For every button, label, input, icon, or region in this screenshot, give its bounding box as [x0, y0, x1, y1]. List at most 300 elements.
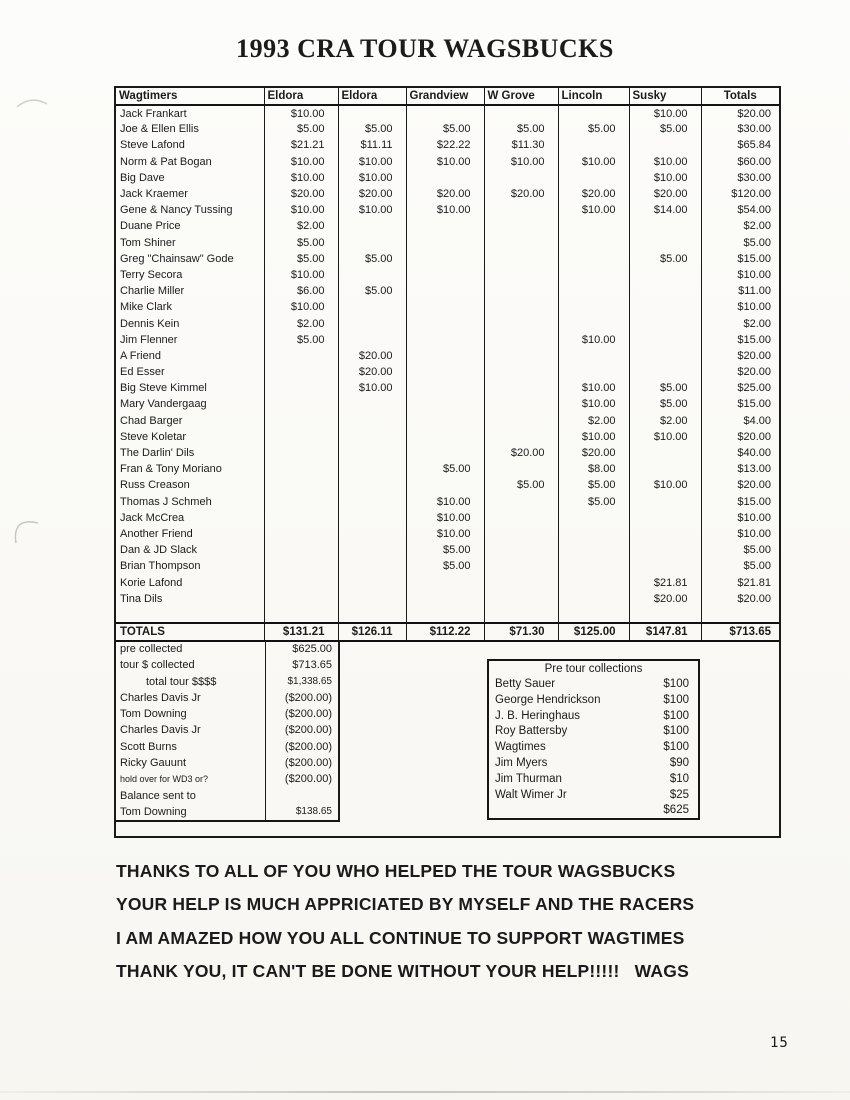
pre-tour-amount: $25: [669, 788, 689, 801]
total-cell: $2.00: [701, 315, 779, 331]
pre-tour-name: Betty Sauer: [495, 678, 556, 690]
totals-row: [116, 623, 779, 641]
wagtimer-name-cell: Jack McCrea: [120, 511, 185, 524]
venue-amount-cell: [558, 510, 629, 526]
venue-amount-cell: $10.00: [338, 380, 406, 396]
summary-value: $713.65: [266, 657, 340, 673]
venue-amount-cell: [558, 251, 629, 267]
venue-amount-cell: $5.00: [484, 477, 558, 493]
total-cell: $5.00: [701, 558, 779, 574]
venue-amount-cell: [406, 267, 484, 283]
spacer-cell: [701, 607, 779, 623]
venue-amount-cell: [264, 348, 338, 364]
summary-label: Charles Davis Jr: [116, 690, 266, 706]
venue-amount-cell: [558, 218, 629, 234]
summary-row: [116, 739, 340, 755]
summary-row: [116, 722, 340, 738]
spacer-cell: [264, 607, 338, 623]
venue-amount-cell: [338, 429, 406, 445]
venue-amount-cell: [264, 380, 338, 396]
table-row: [116, 267, 779, 283]
venue-amount-cell: $5.00: [338, 283, 406, 299]
total-cell: $40.00: [701, 445, 779, 461]
spacer-row: [116, 607, 779, 623]
venue-amount-cell: [338, 218, 406, 234]
venue-amount-cell: [558, 348, 629, 364]
venue-amount-cell: $11.30: [484, 137, 558, 153]
venue-amount-cell: $10.00: [406, 526, 484, 542]
wagtimer-name-cell: Big Steve Kimmel: [120, 382, 207, 395]
venue-amount-cell: $5.00: [338, 251, 406, 267]
settlement-summary-section: [116, 641, 340, 822]
venue-amount-cell: [629, 137, 701, 153]
venue-amount-cell: [484, 364, 558, 380]
table-row: [116, 137, 779, 153]
summary-value: ($200.00): [266, 755, 340, 771]
venue-amount-cell: $11.11: [338, 137, 406, 153]
venue-amount-cell: [338, 494, 406, 510]
venue-amount-cell: [264, 413, 338, 429]
venue-amount-cell: $20.00: [484, 186, 558, 202]
venue-amount-cell: [484, 429, 558, 445]
pre-tour-amount: $625: [663, 804, 689, 817]
venue-amount-cell: $6.00: [264, 283, 338, 299]
summary-value: ($200.00): [266, 722, 340, 738]
pre-tour-row: [489, 803, 698, 819]
column-header-w-grove-4: W Grove: [484, 88, 558, 105]
venue-amount-cell: [406, 477, 484, 493]
pre-tour-title: Pre tour collections: [544, 663, 643, 675]
wagtimer-name-cell: Steve Lafond: [120, 139, 185, 152]
summary-row: [116, 641, 340, 657]
total-cell: $10.00: [701, 510, 779, 526]
table-row: [116, 574, 779, 590]
venue-amount-cell: $5.00: [484, 121, 558, 137]
table-row: [116, 299, 779, 315]
total-cell: $4.00: [701, 413, 779, 429]
summary-label: Charles Davis Jr: [116, 722, 266, 738]
table-row: [116, 494, 779, 510]
venue-amount-cell: [484, 558, 558, 574]
total-cell: $5.00: [701, 542, 779, 558]
summary-value: ($200.00): [266, 706, 340, 722]
venue-amount-cell: [338, 591, 406, 607]
summary-value: ($200.00): [266, 739, 340, 755]
venue-amount-cell: [264, 477, 338, 493]
column-header-totals-7: Totals: [701, 88, 779, 105]
venue-amount-cell: [406, 413, 484, 429]
table-row: [116, 591, 779, 607]
venue-amount-cell: [629, 364, 701, 380]
spacer-cell: [484, 607, 558, 623]
pre-tour-amount: $100: [663, 678, 689, 690]
wagtimer-name-cell: Russ Creason: [120, 479, 190, 492]
wagtimer-name-cell: Greg "Chainsaw" Gode: [120, 252, 234, 265]
pre-tour-rows: [489, 677, 698, 819]
summary-label: Balance sent to: [116, 787, 266, 803]
wagtimer-name-cell: Jack Kraemer: [120, 188, 188, 201]
venue-amount-cell: $10.00: [629, 170, 701, 186]
column-header-wagtimers-0: Wagtimers: [116, 88, 264, 105]
venue-amount-cell: $5.00: [264, 235, 338, 251]
venue-amount-cell: $10.00: [264, 202, 338, 218]
wagtimer-name-cell: Fran & Tony Moriano: [120, 463, 222, 476]
total-cell: $10.00: [701, 267, 779, 283]
venue-amount-cell: $21.21: [264, 137, 338, 153]
venue-amount-cell: [406, 591, 484, 607]
venue-amount-cell: $5.00: [558, 121, 629, 137]
total-cell: $15.00: [701, 251, 779, 267]
venue-amount-cell: $10.00: [406, 510, 484, 526]
total-cell: $20.00: [701, 591, 779, 607]
venue-amount-cell: [629, 332, 701, 348]
pre-tour-row: [489, 724, 698, 740]
venue-amount-cell: $5.00: [629, 396, 701, 412]
venue-amount-cell: $20.00: [406, 186, 484, 202]
column-header-lincoln-5: Lincoln: [558, 88, 629, 105]
venue-amount-cell: [629, 315, 701, 331]
venue-amount-cell: [484, 315, 558, 331]
venue-amount-cell: $20.00: [629, 591, 701, 607]
venue-amount-cell: [338, 445, 406, 461]
wagtimer-name-cell: Korie Lafond: [120, 576, 183, 589]
wagtimer-name-cell: Thomas J Schmeh: [120, 495, 212, 508]
column-header-grandview-3: Grandview: [406, 88, 484, 105]
venue-amount-cell: [558, 283, 629, 299]
venue-amount-cell: [484, 526, 558, 542]
column-header-susky-6: Susky: [629, 88, 701, 105]
table-row: [116, 105, 779, 121]
table-row: [116, 445, 779, 461]
summary-value: [266, 787, 340, 803]
venue-amount-cell: [629, 526, 701, 542]
venue-amount-cell: [484, 283, 558, 299]
venue-amount-cell: [558, 315, 629, 331]
venue-amount-cell: [558, 558, 629, 574]
table-row: [116, 510, 779, 526]
total-cell: $15.00: [701, 332, 779, 348]
table-row: [116, 364, 779, 380]
spacer-cell: [338, 607, 406, 623]
venue-amount-cell: $2.00: [264, 315, 338, 331]
table-row: [116, 380, 779, 396]
total-cell: $30.00: [701, 121, 779, 137]
venue-amount-cell: [264, 494, 338, 510]
venue-amount-cell: $10.00: [558, 202, 629, 218]
table-row: [116, 477, 779, 493]
venue-amount-cell: [629, 494, 701, 510]
totals-amount-cell: $71.30: [484, 623, 558, 641]
pre-tour-name: Jim Thurman: [495, 772, 562, 785]
scan-edge-line: [0, 1091, 850, 1093]
venue-amount-cell: $5.00: [558, 494, 629, 510]
summary-label: Tom Downing: [116, 706, 266, 722]
venue-amount-cell: $10.00: [558, 429, 629, 445]
total-cell: $5.00: [701, 235, 779, 251]
totals-amount-cell: $126.11: [338, 623, 406, 641]
wagtimer-name-cell: Ed Esser: [120, 366, 165, 379]
pre-tour-row: [489, 693, 698, 709]
summary-row: [116, 771, 340, 787]
wagtimer-name-cell: Charlie Miller: [120, 285, 185, 298]
table-row: [116, 186, 779, 202]
venue-amount-cell: [484, 591, 558, 607]
wagtimer-name-cell: Joe & Ellen Ellis: [120, 123, 199, 136]
venue-amount-cell: [338, 526, 406, 542]
total-cell: $25.00: [701, 380, 779, 396]
spacer-cell: [629, 607, 701, 623]
pre-tour-row: [489, 740, 698, 756]
venue-amount-cell: [264, 526, 338, 542]
venue-amount-cell: [406, 283, 484, 299]
venue-amount-cell: $20.00: [484, 445, 558, 461]
venue-amount-cell: [338, 510, 406, 526]
venue-amount-cell: [629, 461, 701, 477]
wagtimer-name-cell: Jack Frankart: [120, 107, 187, 120]
total-cell: $30.00: [701, 170, 779, 186]
venue-amount-cell: [338, 267, 406, 283]
page-number: 15: [770, 1035, 789, 1051]
totals-amount-cell: $112.22: [406, 623, 484, 641]
venue-amount-cell: [406, 332, 484, 348]
venue-amount-cell: [484, 396, 558, 412]
venue-amount-cell: [629, 218, 701, 234]
wagtimer-name-cell: Mike Clark: [120, 301, 172, 314]
pre-tour-amount: $100: [663, 741, 689, 754]
table-row: [116, 235, 779, 251]
pre-tour-row: [489, 772, 698, 788]
summary-value: ($200.00): [266, 690, 340, 706]
venue-amount-cell: [406, 364, 484, 380]
venue-amount-cell: [338, 477, 406, 493]
venue-amount-cell: $20.00: [338, 186, 406, 202]
table-row: [116, 558, 779, 574]
venue-amount-cell: [484, 299, 558, 315]
venue-amount-cell: [629, 283, 701, 299]
venue-amount-cell: [406, 396, 484, 412]
venue-amount-cell: $5.00: [558, 477, 629, 493]
totals-amount-cell: $713.65: [701, 623, 779, 641]
table-row: [116, 461, 779, 477]
venue-amount-cell: [406, 105, 484, 121]
total-cell: $65.84: [701, 137, 779, 153]
total-cell: $21.81: [701, 574, 779, 590]
venue-amount-cell: [484, 461, 558, 477]
pre-tour-row: [489, 709, 698, 725]
thanks-message-line: THANKS TO ALL OF YOU WHO HELPED THE TOUR WAGSBUCKS: [116, 861, 676, 881]
venue-amount-cell: [558, 542, 629, 558]
pre-tour-name: Roy Battersby: [495, 725, 568, 738]
venue-amount-cell: $5.00: [406, 121, 484, 137]
table-row: [116, 429, 779, 445]
wagtimer-name-cell: Tom Shiner: [120, 236, 176, 249]
venue-amount-cell: [264, 445, 338, 461]
venue-amount-cell: $10.00: [629, 477, 701, 493]
venue-amount-cell: [629, 348, 701, 364]
venue-amount-cell: [338, 542, 406, 558]
venue-amount-cell: $20.00: [338, 348, 406, 364]
venue-amount-cell: [338, 315, 406, 331]
total-cell: $2.00: [701, 218, 779, 234]
venue-amount-cell: [338, 105, 406, 121]
scan-squiggle-middle: [15, 522, 38, 543]
venue-amount-cell: [338, 396, 406, 412]
venue-amount-cell: [406, 348, 484, 364]
pre-tour-amount: $100: [663, 725, 689, 738]
summary-row: [116, 674, 340, 690]
venue-amount-cell: [558, 267, 629, 283]
scan-squiggle-top: [17, 100, 47, 107]
thanks-message-line: I AM AMAZED HOW YOU ALL CONTINUE TO SUPPORT WAGTIMES: [116, 927, 685, 948]
summary-value: $1,338.65: [266, 674, 340, 690]
venue-amount-cell: $21.81: [629, 574, 701, 590]
venue-amount-cell: [406, 380, 484, 396]
venue-amount-cell: $10.00: [484, 154, 558, 170]
venue-amount-cell: [406, 574, 484, 590]
total-cell: $20.00: [701, 429, 779, 445]
total-cell: $60.00: [701, 154, 779, 170]
venue-amount-cell: [406, 170, 484, 186]
total-cell: $120.00: [701, 186, 779, 202]
total-cell: $54.00: [701, 202, 779, 218]
thanks-message-line: YOUR HELP IS MUCH APPRICIATED BY MYSELF AND THE RACERS: [116, 894, 695, 915]
venue-amount-cell: $22.22: [406, 137, 484, 153]
venue-amount-cell: [558, 235, 629, 251]
total-cell: $10.00: [701, 526, 779, 542]
venue-amount-cell: [338, 235, 406, 251]
wagtimer-name-cell: Steve Koletar: [120, 430, 187, 443]
totals-label: TOTALS: [116, 623, 264, 641]
venue-amount-cell: [484, 494, 558, 510]
wagtimer-name-cell: Jim Flenner: [120, 333, 178, 346]
venue-amount-cell: [629, 558, 701, 574]
wagtimer-name-cell: The Darlin' Dils: [120, 447, 195, 460]
venue-amount-cell: [484, 380, 558, 396]
table-row: [116, 332, 779, 348]
pre-tour-name: George Hendrickson: [495, 693, 601, 706]
summary-row: [116, 706, 340, 722]
venue-amount-cell: $8.00: [558, 461, 629, 477]
table-row: [116, 154, 779, 170]
venue-amount-cell: [484, 413, 558, 429]
pre-tour-row: [489, 788, 698, 804]
venue-amount-cell: $5.00: [264, 251, 338, 267]
venue-amount-cell: [484, 251, 558, 267]
venue-amount-cell: [264, 591, 338, 607]
totals-amount-cell: $125.00: [558, 623, 629, 641]
wagtimer-name-cell: Duane Price: [120, 220, 181, 233]
summary-label: tour $ collected: [116, 657, 266, 673]
table-row: [116, 526, 779, 542]
venue-amount-cell: [264, 574, 338, 590]
pre-tour-collections-box: [487, 659, 700, 820]
venue-amount-cell: $20.00: [629, 186, 701, 202]
summary-label: hold over for WD3 or?: [116, 771, 266, 787]
venue-amount-cell: [264, 364, 338, 380]
venue-amount-cell: [484, 170, 558, 186]
total-cell: $20.00: [701, 364, 779, 380]
total-cell: $15.00: [701, 396, 779, 412]
table-row: [116, 283, 779, 299]
table-row: [116, 348, 779, 364]
venue-amount-cell: [406, 445, 484, 461]
venue-amount-cell: [264, 510, 338, 526]
venue-amount-cell: [558, 591, 629, 607]
venue-amount-cell: $10.00: [406, 202, 484, 218]
pre-tour-row: [489, 677, 698, 693]
venue-amount-cell: [338, 413, 406, 429]
pre-tour-amount: $10: [669, 772, 689, 785]
venue-amount-cell: [629, 235, 701, 251]
venue-amount-cell: $2.00: [264, 218, 338, 234]
venue-amount-cell: $5.00: [264, 121, 338, 137]
venue-amount-cell: $10.00: [558, 332, 629, 348]
venue-amount-cell: $5.00: [406, 461, 484, 477]
column-header-eldora-1: Eldora: [264, 88, 338, 105]
venue-amount-cell: $10.00: [558, 396, 629, 412]
venue-amount-cell: $2.00: [629, 413, 701, 429]
venue-amount-cell: [558, 105, 629, 121]
table-row: [116, 251, 779, 267]
table-row: [116, 542, 779, 558]
wagsbucks-table: [116, 88, 779, 642]
wagtimer-name-cell: Terry Secora: [120, 268, 183, 281]
venue-amount-cell: [484, 267, 558, 283]
wagtimer-name-cell: Big Dave: [120, 171, 165, 184]
total-cell: $10.00: [701, 299, 779, 315]
wagtimer-name-cell: Mary Vandergaag: [120, 398, 207, 411]
venue-amount-cell: $5.00: [629, 251, 701, 267]
venue-amount-cell: [406, 315, 484, 331]
venue-amount-cell: [484, 574, 558, 590]
summary-row: [116, 755, 340, 771]
venue-amount-cell: $10.00: [264, 105, 338, 121]
venue-amount-cell: [558, 574, 629, 590]
total-cell: $20.00: [701, 477, 779, 493]
pre-tour-amount: $90: [669, 756, 689, 769]
venue-amount-cell: [338, 299, 406, 315]
venue-amount-cell: [406, 235, 484, 251]
wagsbucks-table-container: [114, 86, 781, 838]
venue-amount-cell: [558, 170, 629, 186]
venue-amount-cell: $10.00: [629, 154, 701, 170]
table-row: [116, 202, 779, 218]
pre-tour-name: Walt Wimer Jr: [495, 788, 567, 801]
venue-amount-cell: $10.00: [406, 154, 484, 170]
venue-amount-cell: [264, 542, 338, 558]
venue-amount-cell: [629, 510, 701, 526]
venue-amount-cell: [264, 558, 338, 574]
venue-amount-cell: [558, 526, 629, 542]
summary-value: $625.00: [266, 641, 340, 657]
pre-tour-name: J. B. Heringhaus: [495, 709, 581, 722]
venue-amount-cell: $2.00: [558, 413, 629, 429]
summary-value: $138.65: [266, 804, 340, 820]
thanks-message-line: THANK YOU, IT CAN'T BE DONE WITHOUT YOUR HELP!!!!! WAGS: [116, 961, 689, 982]
column-header-eldora-2: Eldora: [338, 88, 406, 105]
table-row: [116, 121, 779, 137]
venue-amount-cell: [629, 445, 701, 461]
venue-amount-cell: $10.00: [338, 154, 406, 170]
venue-amount-cell: $5.00: [629, 121, 701, 137]
totals-amount-cell: $147.81: [629, 623, 701, 641]
total-cell: $20.00: [701, 348, 779, 364]
venue-amount-cell: $10.00: [264, 170, 338, 186]
summary-label: total tour $$$$: [116, 674, 266, 690]
venue-amount-cell: [264, 396, 338, 412]
pre-tour-name: Wagtimes: [495, 741, 546, 754]
venue-amount-cell: [558, 364, 629, 380]
